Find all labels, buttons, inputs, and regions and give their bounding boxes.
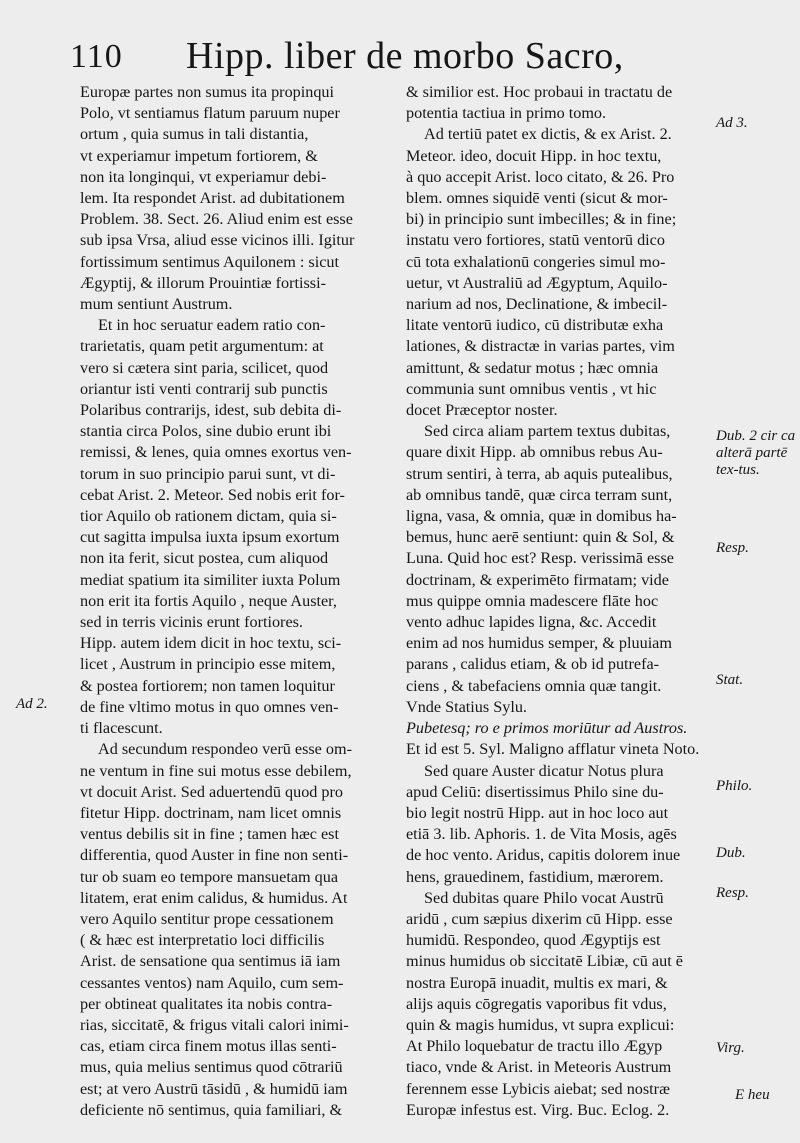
page-number: 110 [70,38,123,75]
text-line: uetur, vt Australiū ad Ægyptum, Aquilo- [406,273,668,292]
text-line: Problem. 38. Sect. 26. Aliud enim est esse [80,210,353,229]
margin-note: Ad 3. [716,115,748,131]
text-line: Et in hoc seruatur eadem ratio con- [98,316,326,335]
text-line: per obtineat qualitates ita nobis contra- [80,994,333,1013]
text-line: remissi, & lenes, quia omnes exortus ven- [80,443,352,462]
text-line: narium ad nos, Declinatione, & imbecil- [406,295,668,314]
margin-note: Ad 2. [16,696,48,712]
text-line: torum in suo principio parui sunt, vt di- [80,464,336,483]
margin-note: Stat. [716,672,744,688]
text-line: sed in terris vicinis erunt fortiores. [80,613,303,632]
text-line: ( & hæc est interpretatio loci difficilis [80,931,325,950]
left-text-column [80,82,392,1121]
text-line: sub ipsa Vrsa, aliud esse vicinos illi. Igitur [80,231,355,250]
text-line: cas, etiam circa finem motus illas senti- [80,1037,337,1056]
text-line: vento adhuc lapides ligna, &c. Accedit [406,613,657,632]
text-line: licet , Austrum in principio esse mitem, [80,655,336,674]
text-line: litatem, erat enim calidus, & humidus. At [80,888,348,907]
text-line: ferennem esse Lybicis aiebat; sed nostræ [406,1079,670,1098]
margin-note: Resp. [716,885,749,901]
text-line: Meteor. ideo, docuit Hipp. in hoc textu, [406,146,662,165]
text-line: nostra Europā inuadit, multis ex mari, & [406,973,668,992]
text-line: alijs aquis cōgregatis vaporibus fit vdus, [406,994,667,1013]
text-line: Vnde Statius Sylu. [406,697,527,716]
text-line: de hoc vento. Aridus, capitis dolorem inue [406,846,681,865]
text-line: mum sentiunt Austrum. [80,295,233,314]
text-line: ne ventum in fine sui motus esse debilem, [80,761,352,780]
text-line: bemus, hunc aerē sentiunt: quin & Sol, & [406,528,675,547]
text-line: lem. Ita respondet Arist. ad dubitationem [80,189,345,208]
text-line: doctrinam, & experimēto firmatam; vide [406,570,669,589]
running-title: Hipp. liber de morbo Sacro, [186,35,624,77]
page-header [70,30,730,80]
text-line: ab omnibus tandē, quæ circa terram sunt, [406,485,673,504]
text-line: etiā 3. lib. Aphoris. 1. de Vita Mosis, agēs [406,825,677,844]
text-line: Ad tertiū patet ex dictis, & ex Arist. 2. [424,125,672,144]
text-line: hens, grauedinem, fastidium, mærorem. [406,867,664,886]
text-line: mus, quia melius sentimus quod cōtrariū [80,1058,343,1077]
text-line: instatu vero fortiores, statū ventorū dico [406,231,665,250]
text-line: tior Aquilo ob rationem dictam, quia si- [80,507,337,526]
text-line: Arist. de sensatione qua sentimus iā iam [80,952,341,971]
text-line: docet Præceptor noster. [406,401,558,420]
margin-note: Resp. [716,540,749,556]
text-line: Pubetesq; ro e primos moriūtur ad Austros. [406,719,688,738]
text-line: Sed quare Auster dicatur Notus plura [424,761,664,780]
text-line: & postea fortiorem; non tamen loquitur [80,676,335,695]
text-line: quare dixit Hipp. ab omnibus rebus Au- [406,443,663,462]
text-line: differentia, quod Auster in fine non senti- [80,846,349,865]
text-line: Ad secundum respondeo verū esse om- [98,740,352,759]
text-line: à quo accepit Arist. loco citato, & 26. Pro [406,167,675,186]
text-line: est; at vero Austrū tāsidū , & humidū iam [80,1079,348,1098]
text-line: non ita longinqui, vt experiamur debi- [80,167,327,186]
text-line: Europæ partes non sumus ita propinqui [80,83,335,101]
right-text-column [406,82,724,1121]
text-line: parans , calidus etiam, & ob id putrefa- [406,655,660,674]
text-line: tiaco, vnde & Arist. in Meteoris Austrum [406,1058,672,1077]
text-line: bi) in principio sunt imbecilles; & in fine; [406,210,677,229]
margin-note: Dub. 2 cir ca alterā partē tex-tus. [716,428,796,478]
text-line: Sed dubitas quare Philo vocat Austrū [424,888,664,907]
text-line: minus humidus ob siccitatē Libiæ, cū aut ē [406,952,683,971]
margin-note: Philo. [716,778,753,794]
text-line: apud Celiū: disertissimus Philo sine du- [406,782,664,801]
text-line: non ita ferit, sicut postea, cum aliquod [80,549,329,568]
text-line: cut sagitta impulsa iuxta ipsum exortum [80,528,340,547]
margin-note: Virg. [716,1040,745,1056]
text-line: vt experiamur impetum fortiorem, & [80,146,318,165]
text-line: Ægyptij, & illorum Prouintiæ fortissi- [80,273,326,292]
text-line: cebat Arist. 2. Meteor. Sed nobis erit for- [80,485,345,504]
text-line: Hipp. autem idem dicit in hoc textu, sci- [80,634,342,653]
text-line: & similior est. Hoc probaui in tractatu de [406,83,673,101]
text-line: strum sentiri, à terra, ab aquis putealibus, [406,464,673,483]
text-line: ventus debilis sit in fine ; tamen hæc est [80,825,339,844]
text-line: blem. omnes siquidē venti (sicut & mor- [406,189,668,208]
text-line: fortissimum sentimus Aquilonem : sicut [80,252,339,271]
text-line: stantia circa Polos, sine dubio erunt ibi [80,422,332,441]
text-line: enim ad nos humidus semper, & pluuiam [406,634,672,653]
margin-note: Dub. [716,845,746,861]
text-line: tur ob suam eo tempore mansuetam qua [80,867,339,886]
text-line: litate ventorū iudico, cū distributæ exha [406,316,664,335]
text-line: non erit ita fortis Aquilo , neque Auster, [80,591,337,610]
text-line: rias, siccitatē, & frigus vitali calori inimi- [80,1015,349,1034]
text-line: vero si cætera sint paria, scilicet, quod [80,358,329,377]
text-line: ti flacescunt. [80,719,163,738]
text-line: Polaribus contrarijs, idest, sub debita di- [80,401,342,420]
text-line: cessantes ventos) nam Aquilo, cum sem- [80,973,344,992]
text-line: Et id est 5. Syl. Maligno afflatur vineta Noto. [406,740,700,759]
text-line: amittunt, & sedatur motus ; hæc omnia [406,358,659,377]
text-line: trarietatis, quam petit argumentum: at [80,337,324,356]
text-line: Sed circa aliam partem textus dubitas, [424,422,671,441]
text-line: mediat spatium ita similiter iuxta Polum [80,570,341,589]
text-line: communia sunt omnibus ventis , vt hic [406,379,657,398]
text-line: ciens , & tabefaciens omnia quæ tangit. [406,676,662,695]
text-line: mus quippe omnia madescere flāte hoc [406,591,659,610]
text-line: cū tota exhalationū congeries simul mo- [406,252,666,271]
text-line: ligna, vasa, & omnia, quæ in domibus ha- [406,507,677,526]
text-line: lationes, & distractæ in varias partes, vim [406,337,675,356]
text-line: At Philo loquebatur de tractu illo Ægyp [406,1037,663,1056]
text-line: ortum , quia sumus in tali distantia, [80,125,309,144]
text-line: vt docuit Arist. Sed aduertendū quod pro [80,782,344,801]
text-line: oriantur isti venti contrarij sub punctis [80,379,328,398]
text-line: de fine vltimo motus in quo omnes ven- [80,697,339,716]
text-line: quin & magis humidus, vt supra explicui: [406,1015,675,1034]
text-line: fitetur Hipp. doctrinam, nam licet omnis [80,803,342,822]
text-line: Europæ infestus est. Virg. Buc. Eclog. 2. [406,1100,670,1119]
text-line: aridū , cum sæpius dixerim cū Hipp. esse [406,909,673,928]
text-line: vero Aquilo sentitur prope cessationem [80,909,334,928]
text-line: Polo, vt sentiamus flatum paruum nuper [80,104,340,123]
text-line: bio legit nostrū Hipp. aut in hoc loco aut [406,803,669,822]
catchword: E heu [735,1087,770,1103]
text-line: deficiente nō sentimus, quia familiari, & [80,1100,343,1119]
text-line: humidū. Respondeo, quod Ægyptijs est [406,931,661,950]
text-line: potentia tactiua in primo tomo. [406,104,607,123]
text-line: Luna. Quid hoc est? Resp. verissimā esse [406,549,674,568]
